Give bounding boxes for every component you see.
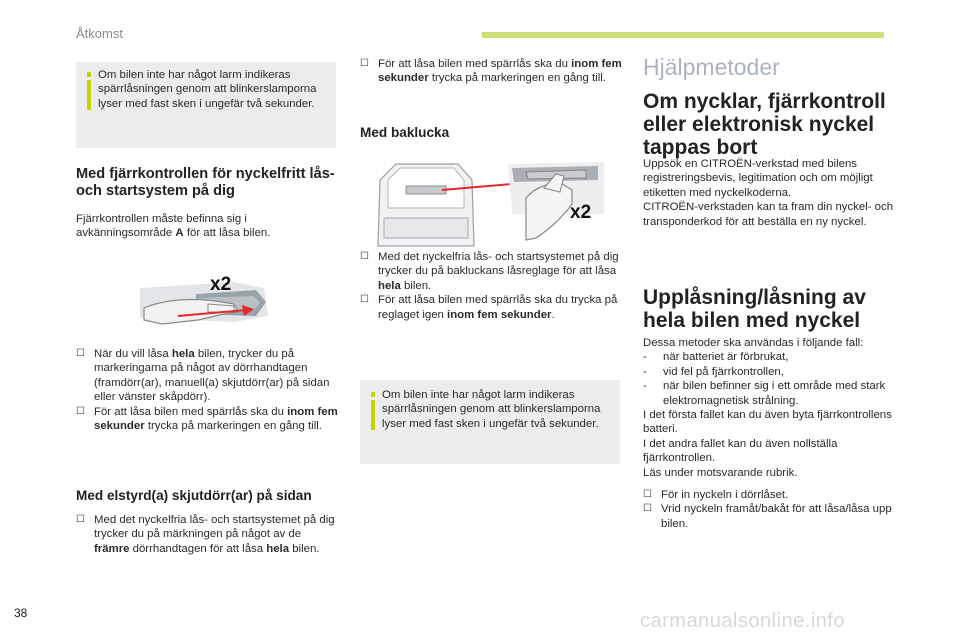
bullet-list <box>76 347 338 433</box>
bullet-list <box>360 57 622 86</box>
watermark: carmanualsonline.info <box>640 610 846 632</box>
bullet-icon: ☐ <box>360 294 369 306</box>
list-item: - när batteriet är förbrukat, <box>643 351 789 364</box>
bullet-icon: ☐ <box>643 503 652 515</box>
press-twice-label: x2 <box>210 274 232 295</box>
list-item: ☐ För att låsa bilen med spärrlås ska du inom fem sekunder trycka på markeringen en gång till. <box>76 405 338 433</box>
paragraph-group <box>643 157 905 229</box>
press-twice-label: x2 <box>570 202 592 223</box>
paragraph: Dessa metoder ska användas i följande fall: <box>643 337 864 349</box>
section-heading: Med elstyrd(a) skjutdörr(ar) på sidan <box>76 488 312 503</box>
info-text: Om bilen inte har något larm indikeras spärrlåsningen genom att blinkerslamporna lyser med fast sken i ungefär två sekunder. <box>98 69 317 110</box>
bullet-icon: ☐ <box>76 405 85 417</box>
list-item: - vid fel på fjärrkontrollen, <box>643 365 784 378</box>
section-title: Åtkomst <box>76 26 123 41</box>
paragraph: Uppsök en CITROËN-verkstad med bilens registreringsbevis, legitimation och om möjligt etiketten med nyckelkoderna. <box>643 158 873 199</box>
section-heading: Upplåsning/låsning av hela bilen med nyckel <box>643 286 866 332</box>
section-heading: Med baklucka <box>360 125 450 140</box>
bullet-list <box>360 250 622 322</box>
paragraph: Läs under motsvarande rubrik. <box>643 466 798 479</box>
bullet-list <box>76 513 338 556</box>
list-item: ☐ För att låsa bilen med spärrlås ska du inom fem sekunder trycka på markeringen en gång till. <box>360 58 622 85</box>
bullet-icon: ☐ <box>643 489 652 500</box>
bullet-icon: ☐ <box>76 514 85 525</box>
list-item: ☐ Vrid nyckeln framåt/bakåt för att låsa/låsa upp bilen. <box>643 503 892 530</box>
info-box <box>360 380 620 464</box>
list-item: ☐ Med det nyckelfria lås- och startsystemet på dig trycker du på bakluckans låsreglage för att låsa hela bilen. <box>360 251 619 292</box>
list-item: ☐ Med det nyckelfria lås- och startsystemet på dig trycker du på märkningen på något av de främre dörrhandtagen för att låsa hela bilen. <box>76 514 335 555</box>
bullet-list <box>643 488 905 531</box>
bullet-icon: ☐ <box>360 58 369 69</box>
bullet-icon: ☐ <box>360 251 369 262</box>
page-number: 38 <box>14 606 28 620</box>
paragraph: I det första fallet kan du även byta fjärrkontrollens batteri. <box>643 409 892 436</box>
paragraph: Fjärrkontrollen måste befinna sig i avkänningsområde A för att låsa bilen. <box>76 213 271 240</box>
list-item: ☐ För att låsa bilen med spärrlås ska du trycka på reglaget igen inom fem sekunder. <box>360 294 618 321</box>
list-item: - när bilen befinner sig i ett område med stark elektromagnetisk strålning. <box>643 380 886 407</box>
info-box <box>76 62 336 148</box>
info-icon <box>371 400 375 430</box>
section-heading: Med fjärrkontrollen för nyckelfritt lås- och startsystem på dig <box>76 166 335 199</box>
paragraph: I det andra fallet kan du även nollställa fjärrkontrollen. <box>643 437 838 465</box>
section-accent-bar <box>482 32 884 38</box>
page-title: Hjälpmetoder <box>643 54 780 80</box>
bullet-icon: ☐ <box>76 348 85 359</box>
tailgate-illustration <box>376 158 608 250</box>
section-heading: Om nycklar, fjärrkontroll eller elektronisk nyckel tappas bort <box>643 90 886 159</box>
list-item: ☐ När du vill låsa hela bilen, trycker du på markeringarna på något av dörrhandtagen (framdörr(ar), manuell(a) skjutdörr(ar) på sidan eller vänster skåpdörr). <box>76 348 330 404</box>
info-text: Om bilen inte har något larm indikeras spärrlåsningen genom att blinkerslamporna lyser med fast sken i ungefär två sekunder. <box>382 389 601 430</box>
paragraph-group <box>643 336 905 480</box>
list-item: ☐ För in nyckeln i dörrlåset. <box>643 489 789 501</box>
door-handle-illustration <box>138 272 278 336</box>
info-icon <box>87 80 91 110</box>
paragraph: CITROËN-verkstaden kan ta fram din nyckel- och transponderkod för att beställa en ny nyckel. <box>643 201 894 228</box>
